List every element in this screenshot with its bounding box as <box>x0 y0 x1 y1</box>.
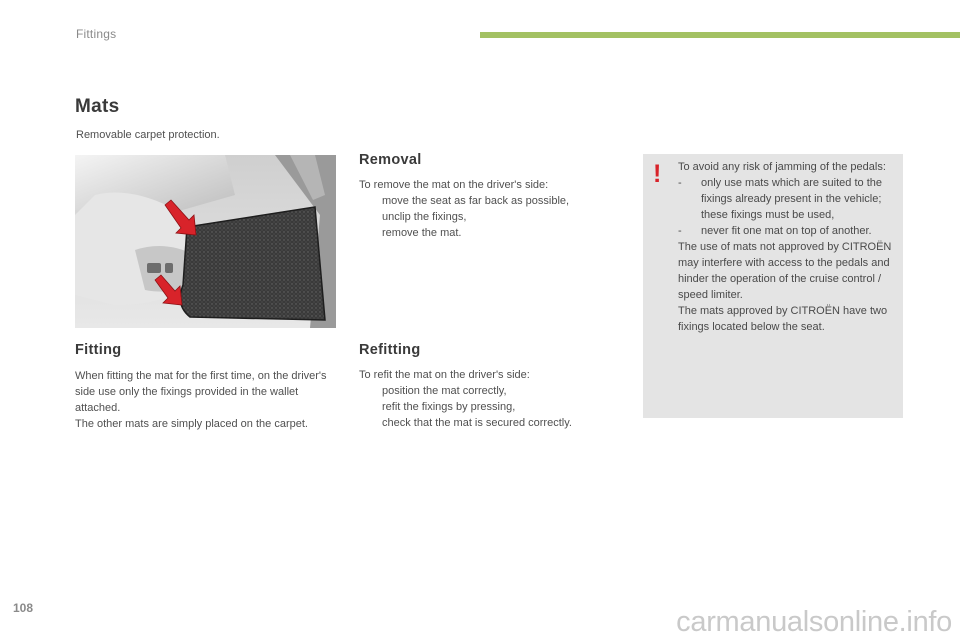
page-number: 108 <box>13 601 34 615</box>
fitting-heading: Fitting <box>75 342 122 358</box>
warning-intro: To avoid any risk of jamming of the pedals: <box>678 161 886 173</box>
mat-photo <box>75 155 336 328</box>
list-item <box>359 209 609 225</box>
warning-item-text: never fit one mat on top of another. <box>701 225 872 237</box>
header-accent-bar <box>480 32 960 38</box>
step-text: remove the mat. <box>382 227 462 239</box>
section-title: Fittings <box>76 27 117 41</box>
warning-box <box>643 154 903 418</box>
step-text: unclip the fixings, <box>382 211 467 223</box>
list-item <box>359 399 609 415</box>
refitting-steps <box>359 383 609 431</box>
fitting-section <box>75 342 340 432</box>
step-text: refit the fixings by pressing, <box>382 401 516 413</box>
list-item <box>678 175 896 223</box>
list-item <box>678 223 896 239</box>
warning-exclamation-icon: ! <box>653 160 662 188</box>
refitting-heading: Refitting <box>359 342 421 358</box>
mat-illustration <box>75 155 336 328</box>
list-item <box>359 383 609 399</box>
removal-intro: To remove the mat on the driver's side: <box>359 179 549 191</box>
page-title: Mats <box>75 96 120 117</box>
warning-paragraph: The use of mats not approved by CITROËN may interfere with access to the pedals and hinder the operation of the cruise control / speed limiter. <box>678 241 892 301</box>
warning-text <box>678 159 896 335</box>
warning-list <box>678 175 896 239</box>
refitting-intro: To refit the mat on the driver's side: <box>359 369 530 381</box>
intro-text: Removable carpet protection. <box>76 129 220 141</box>
removal-steps <box>359 193 609 241</box>
warning-paragraph: The mats approved by CITROËN have two fixings located below the seat. <box>678 305 888 333</box>
dash-marker: - <box>678 177 682 189</box>
warning-item-text: only use mats which are suited to the fixings already present in the vehicle; these fixings must be used, <box>701 177 882 221</box>
fitting-paragraph: The other mats are simply placed on the carpet. <box>75 418 308 430</box>
list-item <box>359 225 609 241</box>
removal-heading: Removal <box>359 152 422 168</box>
refitting-section <box>359 342 609 431</box>
step-text: move the seat as far back as possible, <box>382 195 570 207</box>
fitting-paragraph: When fitting the mat for the first time, on the driver's side use only the fixings provided in the wallet attached. <box>75 370 327 414</box>
list-item <box>359 415 609 431</box>
removal-section <box>359 152 609 241</box>
list-item <box>359 193 609 209</box>
step-text: check that the mat is secured correctly. <box>382 417 572 429</box>
watermark: carmanualsonline.info <box>676 606 952 638</box>
dash-marker: - <box>678 225 682 237</box>
step-text: position the mat correctly, <box>382 385 507 397</box>
